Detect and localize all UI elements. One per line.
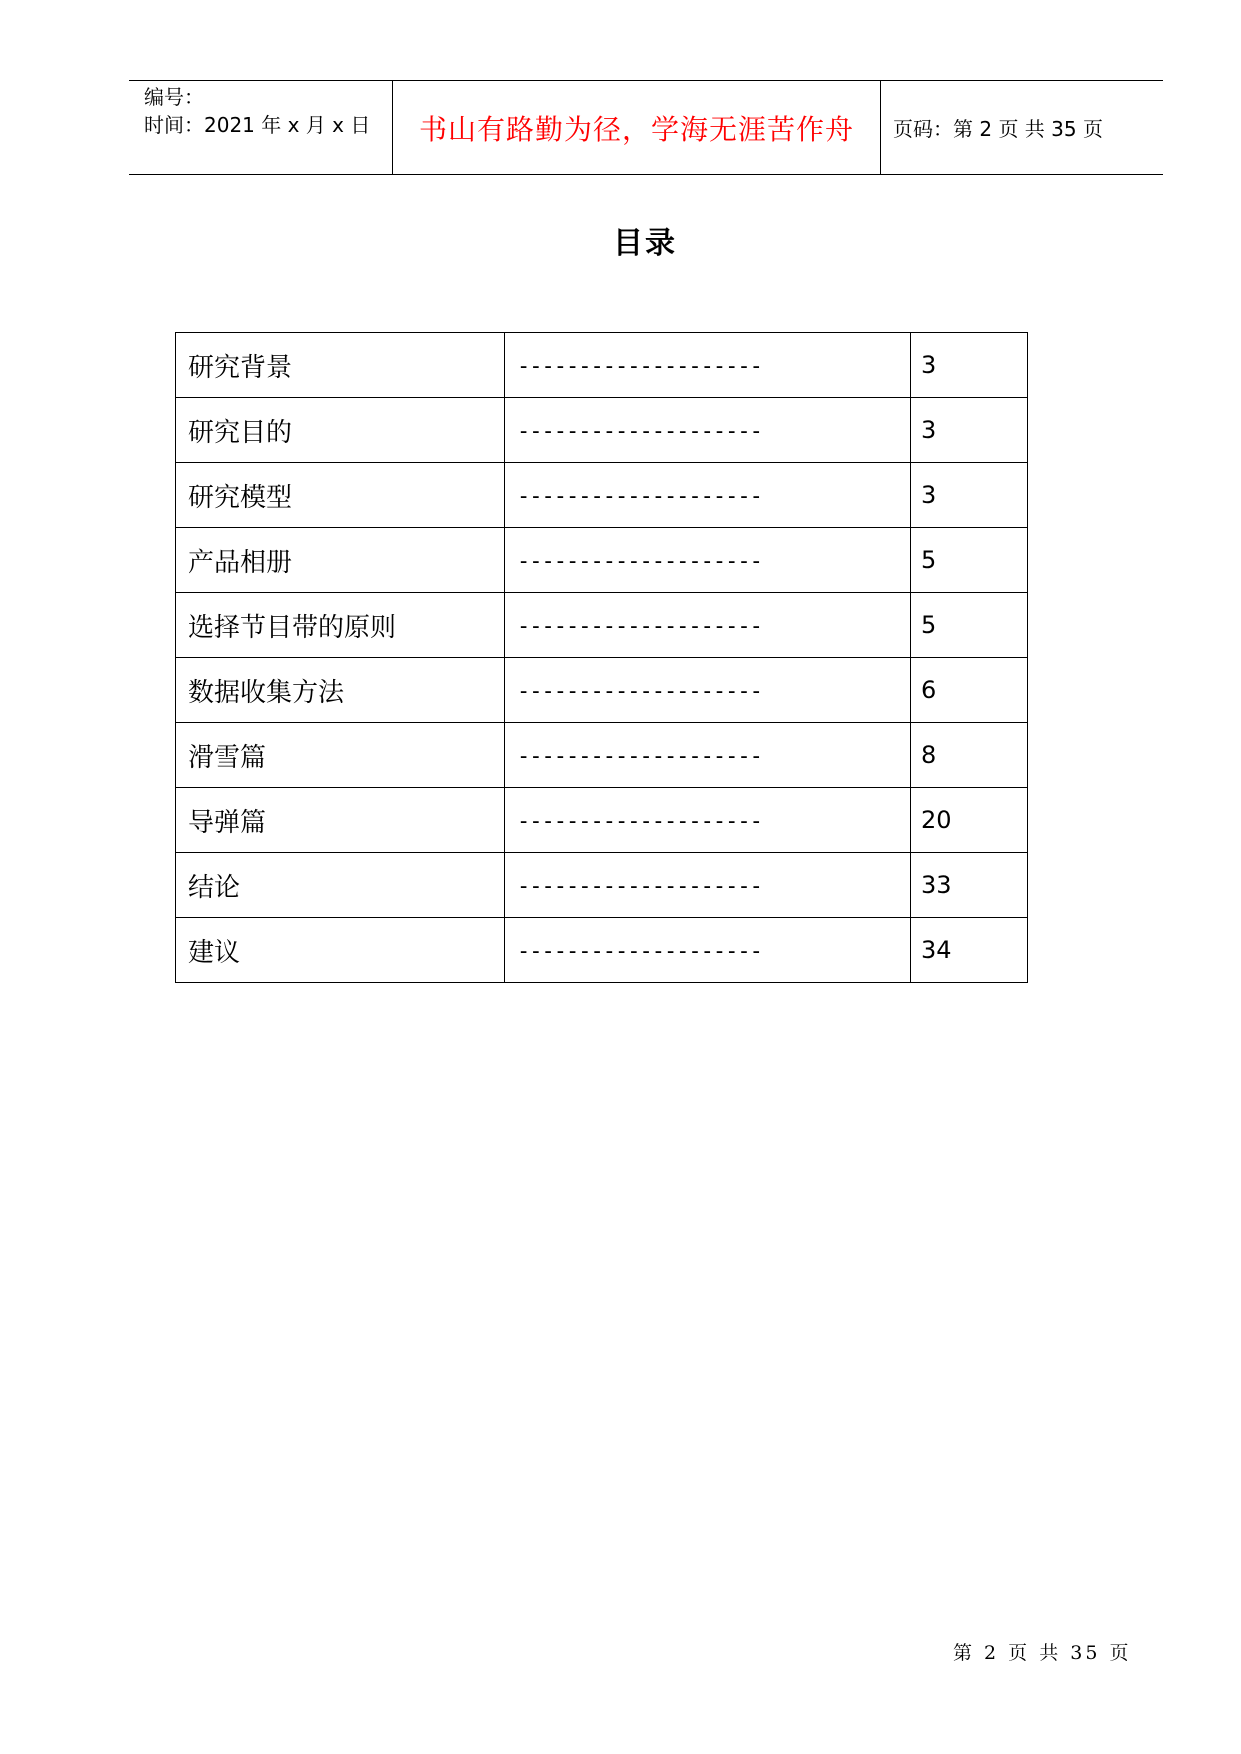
toc-leader <box>505 463 911 528</box>
toc-leader-dashes: -------------------- <box>517 679 762 704</box>
toc-leader <box>505 788 911 853</box>
header-page-info: 页码：第 2 页 共 35 页 <box>893 117 1103 141</box>
toc-leader-dashes: -------------------- <box>517 744 762 769</box>
toc-entry-page: 5 <box>911 528 1028 593</box>
toc-entry-title: 建议 <box>176 918 505 983</box>
toc-row[interactable] <box>176 593 1028 658</box>
toc-leader <box>505 853 911 918</box>
toc-entry-page: 3 <box>911 398 1028 463</box>
toc-leader-dashes: -------------------- <box>517 874 762 899</box>
toc-entry-page: 3 <box>911 333 1028 398</box>
toc-leader <box>505 918 911 983</box>
toc-table <box>175 332 1028 983</box>
toc-entry-page: 34 <box>911 918 1028 983</box>
page-header <box>129 80 1163 175</box>
toc-leader-dashes: -------------------- <box>517 809 762 834</box>
toc-leader-dashes: -------------------- <box>517 419 762 444</box>
toc-leader-dashes: -------------------- <box>517 939 762 964</box>
toc-entry-page: 5 <box>911 593 1028 658</box>
toc-entry-title: 研究背景 <box>176 333 505 398</box>
toc-title: 目录 <box>613 226 677 261</box>
toc-entry-title: 产品相册 <box>176 528 505 593</box>
toc-leader-dashes: -------------------- <box>517 354 762 379</box>
toc-entry-page: 20 <box>911 788 1028 853</box>
toc-entry-title: 研究目的 <box>176 398 505 463</box>
toc-row[interactable] <box>176 463 1028 528</box>
toc-leader <box>505 528 911 593</box>
toc-leader-dashes: -------------------- <box>517 614 762 639</box>
toc-leader-dashes: -------------------- <box>517 549 762 574</box>
toc-leader <box>505 333 911 398</box>
toc-row[interactable] <box>176 398 1028 463</box>
document-code-label: 编号： <box>144 85 204 109</box>
toc-row[interactable] <box>176 788 1028 853</box>
toc-leader <box>505 723 911 788</box>
toc-entry-title: 滑雪篇 <box>176 723 505 788</box>
toc-row[interactable] <box>176 333 1028 398</box>
toc-entry-page: 6 <box>911 658 1028 723</box>
toc-row[interactable] <box>176 723 1028 788</box>
toc-entry-title: 数据收集方法 <box>176 658 505 723</box>
header-page-cell <box>881 81 1163 174</box>
toc-leader-dashes: -------------------- <box>517 484 762 509</box>
toc-entry-title: 导弹篇 <box>176 788 505 853</box>
header-motto: 书山有路勤为径，学海无涯苦作舟 <box>418 112 854 146</box>
toc-row[interactable] <box>176 528 1028 593</box>
header-left-cell <box>129 81 393 174</box>
page-footer: 第 2 页 共 35 页 <box>953 1642 1132 1664</box>
toc-entry-title: 结论 <box>176 853 505 918</box>
toc-leader <box>505 593 911 658</box>
toc-row[interactable] <box>176 658 1028 723</box>
toc-entry-page: 8 <box>911 723 1028 788</box>
header-motto-cell <box>393 81 881 174</box>
toc-entry-title: 研究模型 <box>176 463 505 528</box>
toc-leader <box>505 398 911 463</box>
toc-row[interactable] <box>176 853 1028 918</box>
toc-row[interactable] <box>176 918 1028 983</box>
toc-entry-title: 选择节目带的原则 <box>176 593 505 658</box>
toc-entry-page: 33 <box>911 853 1028 918</box>
toc-leader <box>505 658 911 723</box>
document-time-label: 时间：2021 年 x 月 x 日 <box>144 113 371 137</box>
toc-entry-page: 3 <box>911 463 1028 528</box>
